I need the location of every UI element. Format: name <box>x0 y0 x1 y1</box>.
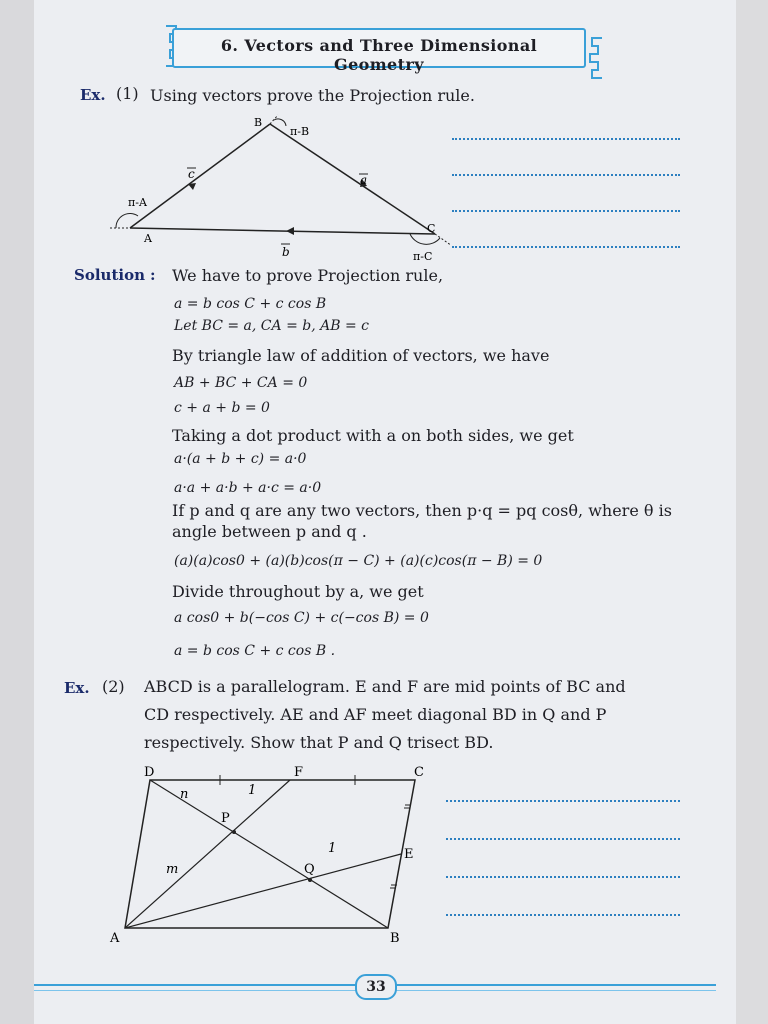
label-F: F <box>294 765 304 780</box>
ex1-question: Using vectors prove the Projection rule. <box>150 86 475 105</box>
parallelogram-diagram <box>100 760 440 950</box>
solution-line: angle between p and q . <box>172 522 367 541</box>
answer-line <box>452 246 680 248</box>
ex1-label: Ex. <box>80 86 106 104</box>
answer-line <box>446 914 680 916</box>
chapter-header <box>172 28 586 74</box>
label-C: C <box>414 765 424 780</box>
label-C: C <box>427 222 436 235</box>
chapter-title: 6. Vectors and Three Dimensional Geometry <box>220 36 538 74</box>
label-pi-minus-A: π-A <box>128 196 147 209</box>
answer-line <box>446 800 680 802</box>
equation-line: (a)(a)cos0 + (a)(b)cos(π − C) + (a)(c)cos(π − B) = 0 <box>174 553 543 569</box>
arrow-c-icon <box>188 183 196 190</box>
answer-line <box>446 876 680 878</box>
solution-line: If p and q are any two vectors, then p·q = pq cosθ, where θ is <box>172 501 672 520</box>
label-m: m <box>166 862 179 877</box>
page-left-edge <box>0 0 34 1024</box>
label-pi-minus-C: π-C <box>413 250 433 263</box>
solution-line: We have to prove Projection rule, <box>172 266 444 285</box>
label-D: D <box>144 765 155 780</box>
equation-line: AB + BC + CA = 0 <box>174 375 308 391</box>
header-right-ornament-icon <box>586 34 606 84</box>
equation-line: Let BC = a, CA = b, AB = c <box>174 318 369 334</box>
label-E: E <box>404 847 414 862</box>
equation-line: a·(a + b + c) = a·0 <box>174 451 307 467</box>
ex2-number: (2) <box>102 677 125 696</box>
label-b-vec: b <box>282 245 290 259</box>
label-P: P <box>221 811 230 826</box>
solution-line: By triangle law of addition of vectors, we have <box>172 346 550 365</box>
equation-line: a = b cos C + c cos B . <box>174 643 336 659</box>
label-A: A <box>110 931 120 946</box>
solution-label: Solution <box>74 266 145 284</box>
label-Q: Q <box>304 862 315 877</box>
ex2-text-line: CD respectively. AE and AF meet diagonal BD in Q and P <box>144 705 607 724</box>
ex2-text-line: ABCD is a parallelogram. E and F are mid points of BC and <box>144 677 626 696</box>
ex2-label: Ex. <box>64 679 90 697</box>
equation-line: a cos0 + b(−cos C) + c(−cos B) = 0 <box>174 610 429 626</box>
label-c-vec: c <box>188 167 195 181</box>
label-one-mid: 1 <box>328 841 337 856</box>
label-n: n <box>180 787 189 802</box>
arrow-b-icon <box>286 227 294 235</box>
equation-line: c + a + b = 0 <box>174 400 270 416</box>
answer-line <box>452 174 680 176</box>
label-B: B <box>390 931 400 946</box>
page-number: 33 <box>355 974 397 1000</box>
solution-colon: : <box>150 266 156 284</box>
equation-line: a·a + a·b + a·c = a·0 <box>174 480 322 496</box>
page-right-edge <box>736 0 768 1024</box>
equation-line: a = b cos C + c cos B <box>174 296 327 312</box>
answer-line <box>446 838 680 840</box>
label-one-top: 1 <box>248 783 257 798</box>
solution-line: Taking a dot product with a on both sides, we get <box>172 426 574 445</box>
label-a-vec: a <box>360 173 368 187</box>
triangle-diagram <box>110 110 450 270</box>
answer-line <box>452 210 680 212</box>
label-A: A <box>144 232 152 245</box>
label-pi-minus-B: π-B <box>290 125 310 138</box>
ex1-number: (1) <box>116 84 139 103</box>
ex2-text-line: respectively. Show that P and Q trisect BD. <box>144 733 494 752</box>
label-B: B <box>254 116 263 129</box>
solution-line: Divide throughout by a, we get <box>172 582 424 601</box>
answer-line <box>452 138 680 140</box>
